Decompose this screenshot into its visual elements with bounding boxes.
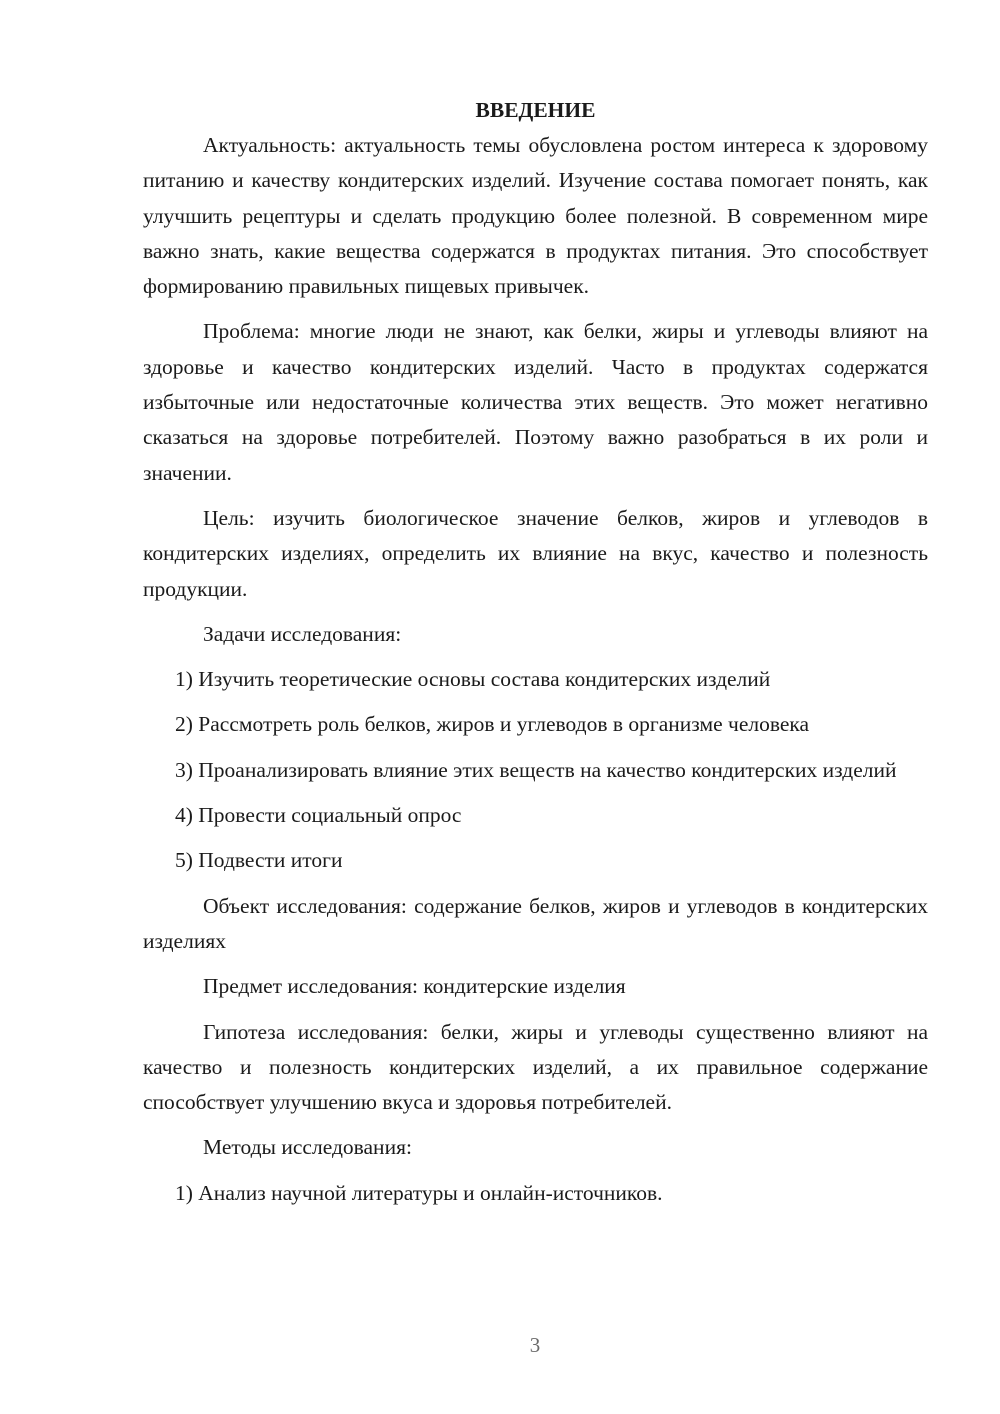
- section-title: ВВЕДЕНИЕ: [475, 98, 596, 122]
- methods-heading: Методы исследования:: [203, 1135, 412, 1160]
- subject-paragraph: Предмет исследования: кондитерские изделия: [203, 974, 626, 999]
- relevance-paragraph: Актуальность: актуальность темы обусловлена ростом интереса к здоровому питанию и качеству кондитерских изделий. Изучение состава помогает понять, как улучшить рецептуры и сделать продукцию более полезной. В современном мире важно знать, какие вещества содержатся в продуктах питания. Это способствует формированию правильных пищевых привычек.: [143, 133, 928, 299]
- task-item: 4) Провести социальный опрос: [175, 803, 462, 828]
- tasks-heading: Задачи исследования:: [203, 621, 402, 646]
- task-item: 5) Подвести итоги: [175, 848, 343, 873]
- goal-paragraph: Цель: изучить биологическое значение белков, жиров и углеводов в кондитерских изделиях, определить их влияние на вкус, качество и полезность продукции.: [143, 505, 928, 601]
- task-item: 3) Проанализировать влияние этих веществ на качество кондитерских изделий: [175, 757, 897, 782]
- document-page: [143, 92, 928, 1221]
- object-paragraph: Объект исследования: содержание белков, жиров и углеводов в кондитерских изделиях: [143, 893, 928, 953]
- task-item: 1) Изучить теоретические основы состава кондитерских изделий: [175, 667, 771, 692]
- task-item: 2) Рассмотреть роль белков, жиров и углеводов в организме человека: [175, 712, 810, 737]
- page-number: 3: [529, 1333, 541, 1357]
- method-item: 1) Анализ научной литературы и онлайн-источников.: [175, 1180, 663, 1205]
- problem-paragraph: Проблема: многие люди не знают, как белки, жиры и углеводы влияют на здоровье и качество кондитерских изделий. Часто в продуктах содержатся избыточные или недостаточные количества этих веществ. Это может негативно сказаться на здоровье потребителей. Поэтому важно разобраться в их роли и значении.: [143, 319, 928, 485]
- hypothesis-paragraph: Гипотеза исследования: белки, жиры и углеводы существенно влияют на качество и полезность кондитерских изделий, а их правильное содержание способствует улучшению вкуса и здоровья потребителей.: [143, 1019, 928, 1115]
